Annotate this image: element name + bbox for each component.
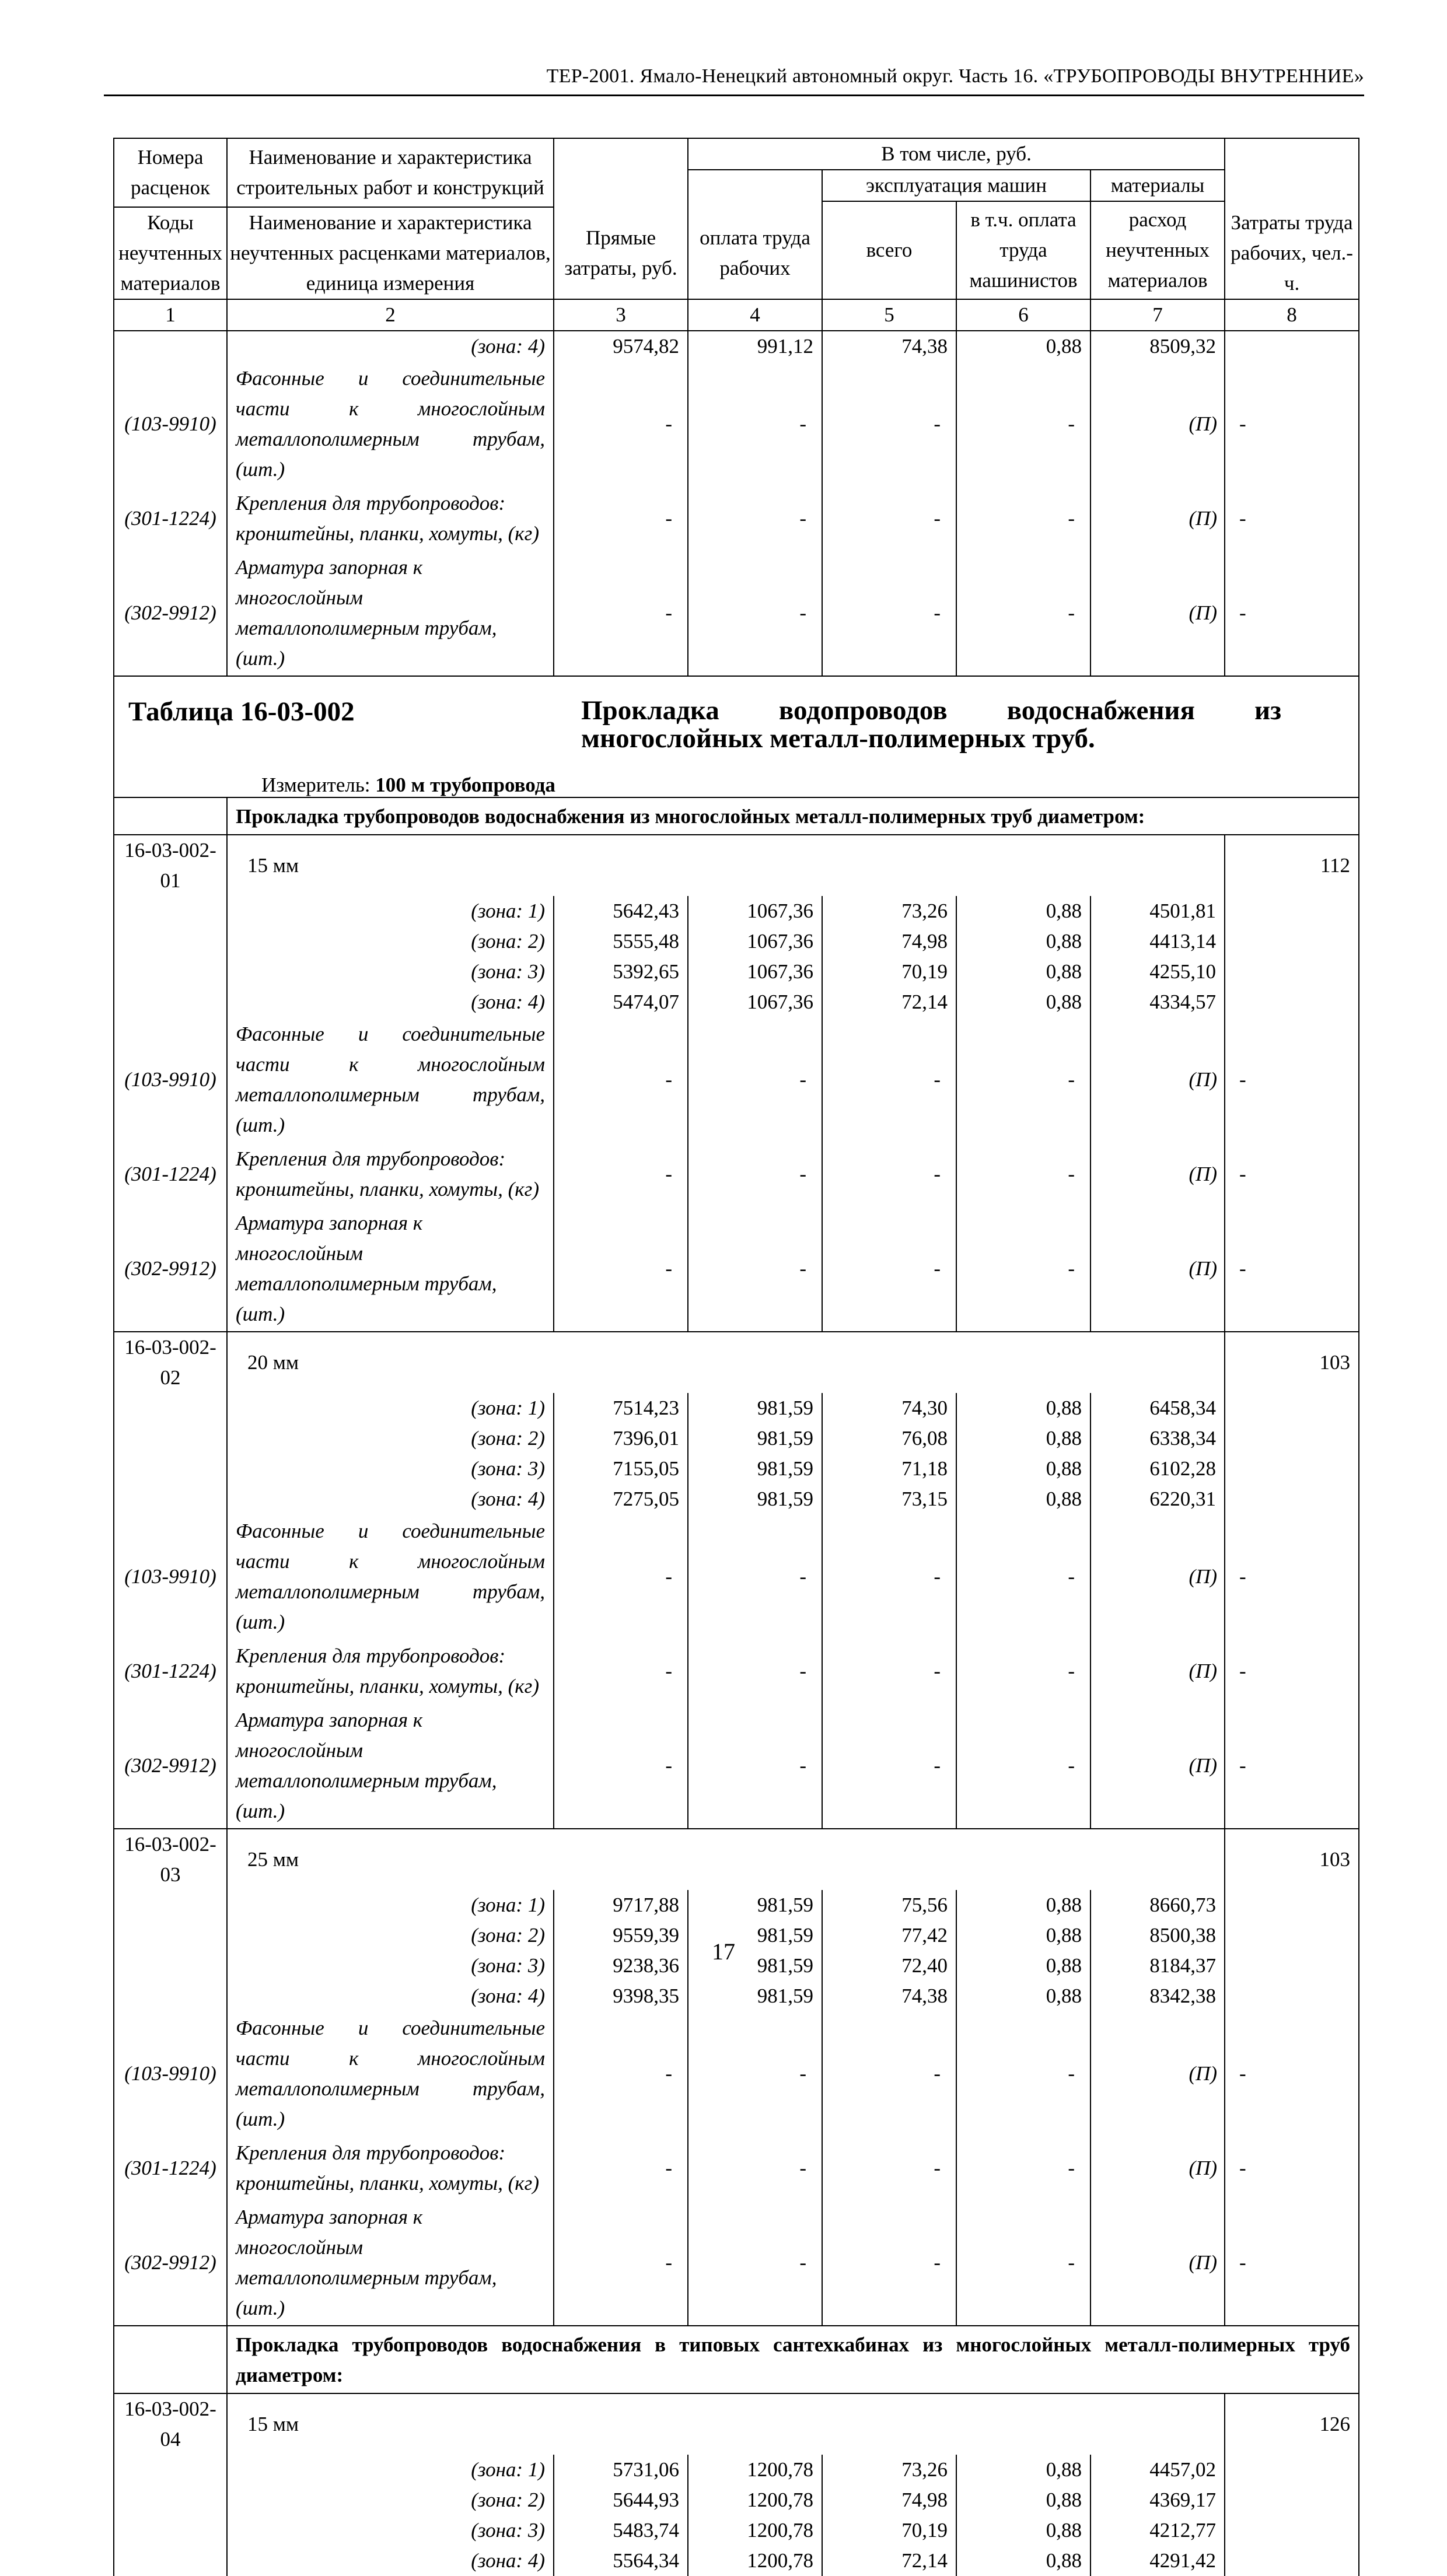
dash-cell: - (956, 1142, 1091, 1206)
dash-cell: - (956, 1514, 1091, 1639)
dash-cell: - (688, 551, 822, 676)
dash-cell: - (688, 2136, 822, 2200)
material-code: (301-1224) (114, 487, 227, 551)
column-number: 5 (822, 299, 956, 331)
zone-row (114, 957, 1359, 987)
material-row (114, 2011, 1359, 2136)
zone-label: (зона: 3) (227, 957, 554, 987)
material-name: Арматура запорная к многослойным металлополимерным трубам, (шт.) (227, 551, 554, 676)
machines-total: 73,26 (822, 896, 956, 926)
labor-pay: 981,59 (688, 1981, 822, 2011)
dash-cell: - (822, 1206, 956, 1332)
column-number: 4 (688, 299, 822, 331)
zone-label: (зона: 2) (227, 1423, 554, 1454)
materials-cost: 4255,10 (1091, 957, 1225, 987)
header-col1-top: Номера расценок (114, 138, 227, 207)
direct-cost: 9238,36 (554, 1951, 688, 1981)
machines-total: 76,08 (822, 1423, 956, 1454)
header-group-materials: материалы (1091, 170, 1225, 201)
header-col3: Прямые затраты, руб. (554, 207, 688, 299)
dash-cell: - (1225, 487, 1359, 551)
zone-label: (зона: 3) (227, 2515, 554, 2546)
material-name: Крепления для трубопроводов: кронштейны, планки, хомуты, (кг) (227, 487, 554, 551)
labor-pay: 1067,36 (688, 957, 822, 987)
machinist-pay: 0,88 (956, 896, 1091, 926)
dash-cell: - (956, 362, 1091, 487)
zone-row (114, 987, 1359, 1017)
direct-cost: 5483,74 (554, 2515, 688, 2546)
zone-row (114, 1484, 1359, 1514)
machinist-pay: 0,88 (956, 1890, 1091, 1920)
position-code: 16-03-002-04 (114, 2393, 227, 2455)
dash-cell: - (956, 1639, 1091, 1703)
machinist-pay: 0,88 (956, 1423, 1091, 1454)
zone-row (114, 1890, 1359, 1920)
zone-label: (зона: 4) (227, 331, 554, 362)
section-row (114, 2326, 1359, 2393)
material-name: Крепления для трубопроводов: кронштейны, планки, хомуты, (кг) (227, 2136, 554, 2200)
zone-label: (зона: 4) (227, 1484, 554, 1514)
material-row (114, 1206, 1359, 1332)
zone-row (114, 926, 1359, 957)
unaccounted-mark: (П) (1091, 1514, 1225, 1639)
labor-pay: 1200,78 (688, 2455, 822, 2485)
dash-cell: - (688, 2011, 822, 2136)
zone-label: (зона: 4) (227, 1981, 554, 2011)
dash-cell: - (554, 1142, 688, 1206)
dash-cell: - (822, 2200, 956, 2326)
material-code: (302-9912) (114, 1703, 227, 1829)
machinist-pay: 0,88 (956, 2546, 1091, 2576)
dash-cell: - (956, 487, 1091, 551)
meter-label: Измеритель: (261, 774, 371, 796)
dash-cell: - (822, 487, 956, 551)
material-code: (302-9912) (114, 2200, 227, 2326)
zone-label: (зона: 1) (227, 1890, 554, 1920)
direct-cost: 5642,43 (554, 896, 688, 926)
zone-row (114, 1454, 1359, 1484)
machines-total: 75,56 (822, 1890, 956, 1920)
dash-cell: - (1225, 1142, 1359, 1206)
materials-cost: 4501,81 (1091, 896, 1225, 926)
materials-cost: 4369,17 (1091, 2485, 1225, 2515)
section-title: Прокладка трубопроводов водоснабжения в типовых сантехкабинах из многослойных металл-полимерных труб диаметром: (227, 2326, 1359, 2393)
machinist-pay: 0,88 (956, 1393, 1091, 1423)
machinist-pay: 0,88 (956, 1920, 1091, 1951)
materials-cost: 6102,28 (1091, 1454, 1225, 1484)
unaccounted-mark: (П) (1091, 1206, 1225, 1332)
dash-cell: - (554, 551, 688, 676)
materials-cost: 4291,42 (1091, 2546, 1225, 2576)
header-group-machines: эксплуатация машин (822, 170, 1091, 201)
material-name: Крепления для трубопроводов: кронштейны, планки, хомуты, (кг) (227, 1639, 554, 1703)
zone-label: (зона: 3) (227, 1454, 554, 1484)
zone-row (114, 1981, 1359, 2011)
labor-pay: 1067,36 (688, 926, 822, 957)
dash-cell: - (822, 2011, 956, 2136)
direct-cost: 7396,01 (554, 1423, 688, 1454)
unaccounted-mark: (П) (1091, 487, 1225, 551)
material-row (114, 1703, 1359, 1829)
dash-cell: - (1225, 1206, 1359, 1332)
dash-cell: - (1225, 1017, 1359, 1142)
material-code: (302-9912) (114, 551, 227, 676)
position-row (114, 835, 1359, 896)
labor-pay: 981,59 (688, 1484, 822, 1514)
dash-cell: - (554, 362, 688, 487)
dash-cell: - (688, 487, 822, 551)
dash-cell: - (554, 1206, 688, 1332)
labor-pay: 981,59 (688, 1951, 822, 1981)
machines-total: 71,18 (822, 1454, 956, 1484)
direct-cost: 5555,48 (554, 926, 688, 957)
materials-cost: 8660,73 (1091, 1890, 1225, 1920)
section-row (114, 797, 1359, 835)
section-title: Прокладка трубопроводов водоснабжения из многослойных металл-полимерных труб диаметром: (227, 797, 1359, 835)
direct-cost: 5731,06 (554, 2455, 688, 2485)
zone-row (114, 2455, 1359, 2485)
dash-cell: - (822, 551, 956, 676)
materials-cost: 4413,14 (1091, 926, 1225, 957)
machines-total: 70,19 (822, 2515, 956, 2546)
dash-cell: - (554, 1703, 688, 1829)
direct-cost: 5564,34 (554, 2546, 688, 2576)
material-row (114, 1639, 1359, 1703)
zone-label: (зона: 1) (227, 896, 554, 926)
direct-cost: 9559,39 (554, 1920, 688, 1951)
zone-label: (зона: 3) (227, 1951, 554, 1981)
position-row (114, 1829, 1359, 1890)
material-name: Арматура запорная к многослойным металлополимерным трубам, (шт.) (227, 2200, 554, 2326)
dash-cell: - (554, 1514, 688, 1639)
machines-total: 74,38 (822, 331, 956, 362)
unaccounted-mark: (П) (1091, 1703, 1225, 1829)
header-col2-bottom: Наименование и характеристика неучтенных расценками материалов, единица измерения (227, 207, 554, 299)
dash-cell: - (822, 1017, 956, 1142)
labor-pay: 981,59 (688, 1920, 822, 1951)
material-row (114, 551, 1359, 676)
labor-pay: 981,59 (688, 1890, 822, 1920)
materials-cost: 8500,38 (1091, 1920, 1225, 1951)
materials-cost: 8184,37 (1091, 1951, 1225, 1981)
position-code: 16-03-002-03 (114, 1829, 227, 1890)
material-name: Крепления для трубопроводов: кронштейны, планки, хомуты, (кг) (227, 1142, 554, 1206)
header-col7: расход неучтенных материалов (1091, 201, 1225, 299)
position-code: 16-03-002-01 (114, 835, 227, 896)
machines-total: 72,14 (822, 2546, 956, 2576)
position-size: 15 мм (227, 835, 1225, 896)
zone-label: (зона: 1) (227, 2455, 554, 2485)
dash-cell: - (956, 2200, 1091, 2326)
position-row (114, 1332, 1359, 1393)
direct-cost: 9717,88 (554, 1890, 688, 1920)
meter (261, 770, 555, 800)
material-name: Фасонные и соединительные части к многослойным металлополимерным трубам, (шт.) (227, 2011, 554, 2136)
dash-cell: - (956, 2136, 1091, 2200)
machinist-pay: 0,88 (956, 957, 1091, 987)
direct-cost: 9574,82 (554, 331, 688, 362)
dash-cell: - (688, 1017, 822, 1142)
labor-cost: 112 (1225, 835, 1359, 896)
position-row (114, 2393, 1359, 2455)
material-row (114, 1514, 1359, 1639)
machines-total: 74,30 (822, 1393, 956, 1423)
material-code: (302-9912) (114, 1206, 227, 1332)
zone-label: (зона: 2) (227, 2485, 554, 2515)
unaccounted-mark: (П) (1091, 1017, 1225, 1142)
column-number: 7 (1091, 299, 1225, 331)
material-row (114, 362, 1359, 487)
materials-cost: 6458,34 (1091, 1393, 1225, 1423)
zone-row (114, 2546, 1359, 2576)
dash-cell: - (688, 1142, 822, 1206)
labor-cost: 103 (1225, 1829, 1359, 1890)
dash-cell: - (822, 362, 956, 487)
direct-cost: 5644,93 (554, 2485, 688, 2515)
material-name: Арматура запорная к многослойным металлополимерным трубам, (шт.) (227, 1206, 554, 1332)
rates-table (113, 138, 1359, 2576)
page-header: ТЕР-2001. Ямало-Ненецкий автономный округ. Часть 16. «ТРУБОПРОВОДЫ ВНУТРЕННИЕ» (546, 65, 1364, 87)
machines-total: 77,42 (822, 1920, 956, 1951)
labor-pay: 1067,36 (688, 896, 822, 926)
dash-cell: - (1225, 2136, 1359, 2200)
material-row (114, 2200, 1359, 2326)
material-code: (103-9910) (114, 2011, 227, 2136)
machinist-pay: 0,88 (956, 1981, 1091, 2011)
zone-label: (зона: 2) (227, 1920, 554, 1951)
dash-cell: - (554, 2136, 688, 2200)
position-size: 15 мм (227, 2393, 1225, 2455)
material-code: (103-9910) (114, 1514, 227, 1639)
zone-row (114, 1393, 1359, 1423)
zone-row (114, 2515, 1359, 2546)
header-rule (104, 94, 1364, 96)
material-code: (103-9910) (114, 1017, 227, 1142)
zone-label: (зона: 1) (227, 1393, 554, 1423)
direct-cost: 7155,05 (554, 1454, 688, 1484)
materials-cost: 6220,31 (1091, 1484, 1225, 1514)
dash-cell: - (1225, 1703, 1359, 1829)
material-name: Фасонные и соединительные части к многослойным металлополимерным трубам, (шт.) (227, 362, 554, 487)
machines-total: 74,38 (822, 1981, 956, 2011)
column-number: 3 (554, 299, 688, 331)
direct-cost: 5474,07 (554, 987, 688, 1017)
dash-cell: - (956, 1017, 1091, 1142)
machinist-pay: 0,88 (956, 1484, 1091, 1514)
column-number: 6 (956, 299, 1091, 331)
material-name: Фасонные и соединительные части к многослойным металлополимерным трубам, (шт.) (227, 1017, 554, 1142)
table-title-row (114, 676, 1359, 797)
dash-cell: - (554, 2011, 688, 2136)
unaccounted-mark: (П) (1091, 1142, 1225, 1206)
column-number: 2 (227, 299, 554, 331)
materials-cost: 6338,34 (1091, 1423, 1225, 1454)
table-number: Таблица 16-03-002 (128, 696, 355, 727)
dash-cell: - (688, 1639, 822, 1703)
dash-cell: - (554, 1639, 688, 1703)
page-number: 17 (712, 1938, 735, 1965)
machinist-pay: 0,88 (956, 1951, 1091, 1981)
zone-row (114, 331, 1359, 362)
header-col8: Затраты труда рабочих, чел.-ч. (1225, 207, 1359, 299)
machines-total: 70,19 (822, 957, 956, 987)
machinist-pay: 0,88 (956, 2515, 1091, 2546)
dash-cell: - (956, 1206, 1091, 1332)
machinist-pay: 0,88 (956, 1454, 1091, 1484)
dash-cell: - (554, 1017, 688, 1142)
dash-cell: - (822, 1514, 956, 1639)
materials-cost: 8509,32 (1091, 331, 1225, 362)
machinist-pay: 0,88 (956, 2455, 1091, 2485)
labor-pay: 1200,78 (688, 2515, 822, 2546)
machinist-pay: 0,88 (956, 926, 1091, 957)
material-code: (103-9910) (114, 362, 227, 487)
dash-cell: - (688, 1206, 822, 1332)
header-group: В том числе, руб. (688, 138, 1225, 170)
dash-cell: - (822, 2136, 956, 2200)
material-row (114, 1017, 1359, 1142)
dash-cell: - (822, 1703, 956, 1829)
position-size: 25 мм (227, 1829, 1225, 1890)
material-row (114, 1142, 1359, 1206)
machines-total: 74,98 (822, 2485, 956, 2515)
zone-label: (зона: 2) (227, 926, 554, 957)
dash-cell: - (688, 1514, 822, 1639)
machines-total: 73,26 (822, 2455, 956, 2485)
position-size: 20 мм (227, 1332, 1225, 1393)
dash-cell: - (554, 2200, 688, 2326)
unaccounted-mark: (П) (1091, 362, 1225, 487)
zone-label: (зона: 4) (227, 987, 554, 1017)
labor-pay: 981,59 (688, 1423, 822, 1454)
labor-cost: 126 (1225, 2393, 1359, 2455)
labor-pay: 991,12 (688, 331, 822, 362)
machinist-pay: 0,88 (956, 2485, 1091, 2515)
dash-cell: - (688, 2200, 822, 2326)
header-col2-top: Наименование и характеристика строительных работ и конструкций (227, 138, 554, 207)
direct-cost: 7514,23 (554, 1393, 688, 1423)
material-row (114, 487, 1359, 551)
dash-cell: - (956, 2011, 1091, 2136)
machines-total: 74,98 (822, 926, 956, 957)
material-code: (301-1224) (114, 1142, 227, 1206)
table-body (114, 138, 1359, 2576)
dash-cell: - (1225, 1514, 1359, 1639)
material-name: Фасонные и соединительные части к многослойным металлополимерным трубам, (шт.) (227, 1514, 554, 1639)
materials-cost: 4334,57 (1091, 987, 1225, 1017)
labor-cost: 103 (1225, 1332, 1359, 1393)
unaccounted-mark: (П) (1091, 2200, 1225, 2326)
position-code: 16-03-002-02 (114, 1332, 227, 1393)
unaccounted-mark: (П) (1091, 2136, 1225, 2200)
unaccounted-mark: (П) (1091, 551, 1225, 676)
direct-cost: 5392,65 (554, 957, 688, 987)
unaccounted-mark: (П) (1091, 2011, 1225, 2136)
zone-row (114, 2485, 1359, 2515)
machines-total: 73,15 (822, 1484, 956, 1514)
header-col1-bottom: Коды неучтенных материалов (114, 207, 227, 299)
column-number: 1 (114, 299, 227, 331)
direct-cost: 9398,35 (554, 1981, 688, 2011)
material-name: Арматура запорная к многослойным металлополимерным трубам, (шт.) (227, 1703, 554, 1829)
header-col6: в т.ч. оплата труда машинистов (956, 201, 1091, 299)
direct-cost: 7275,05 (554, 1484, 688, 1514)
dash-cell: - (1225, 362, 1359, 487)
dash-cell: - (822, 1639, 956, 1703)
labor-pay: 1200,78 (688, 2485, 822, 2515)
materials-cost: 8342,38 (1091, 1981, 1225, 2011)
dash-cell: - (1225, 2200, 1359, 2326)
zone-label: (зона: 4) (227, 2546, 554, 2576)
dash-cell: - (956, 1703, 1091, 1829)
unaccounted-mark: (П) (1091, 1639, 1225, 1703)
materials-cost: 4212,77 (1091, 2515, 1225, 2546)
labor-pay: 981,59 (688, 1454, 822, 1484)
machinist-pay: 0,88 (956, 987, 1091, 1017)
dash-cell: - (554, 487, 688, 551)
labor-pay: 1200,78 (688, 2546, 822, 2576)
labor-pay: 1067,36 (688, 987, 822, 1017)
machinist-pay: 0,88 (956, 331, 1091, 362)
dash-cell: - (956, 551, 1091, 676)
zone-row (114, 1423, 1359, 1454)
meter-value: 100 м трубопровода (375, 774, 555, 796)
zone-row (114, 896, 1359, 926)
column-number: 8 (1225, 299, 1359, 331)
material-code: (301-1224) (114, 2136, 227, 2200)
machines-total: 72,14 (822, 987, 956, 1017)
material-code: (301-1224) (114, 1639, 227, 1703)
table-title: Прокладка водопроводов водоснабжения из многослойных металл-полимерных труб. (581, 695, 1281, 754)
machines-total: 72,40 (822, 1951, 956, 1981)
dash-cell: - (688, 1703, 822, 1829)
material-row (114, 2136, 1359, 2200)
dash-cell: - (688, 362, 822, 487)
dash-cell: - (822, 1142, 956, 1206)
header-col4: оплата труда рабочих (688, 207, 822, 299)
dash-cell: - (1225, 1639, 1359, 1703)
materials-cost: 4457,02 (1091, 2455, 1225, 2485)
dash-cell: - (1225, 551, 1359, 676)
dash-cell: - (1225, 2011, 1359, 2136)
labor-pay: 981,59 (688, 1393, 822, 1423)
header-col5: всего (822, 201, 956, 299)
